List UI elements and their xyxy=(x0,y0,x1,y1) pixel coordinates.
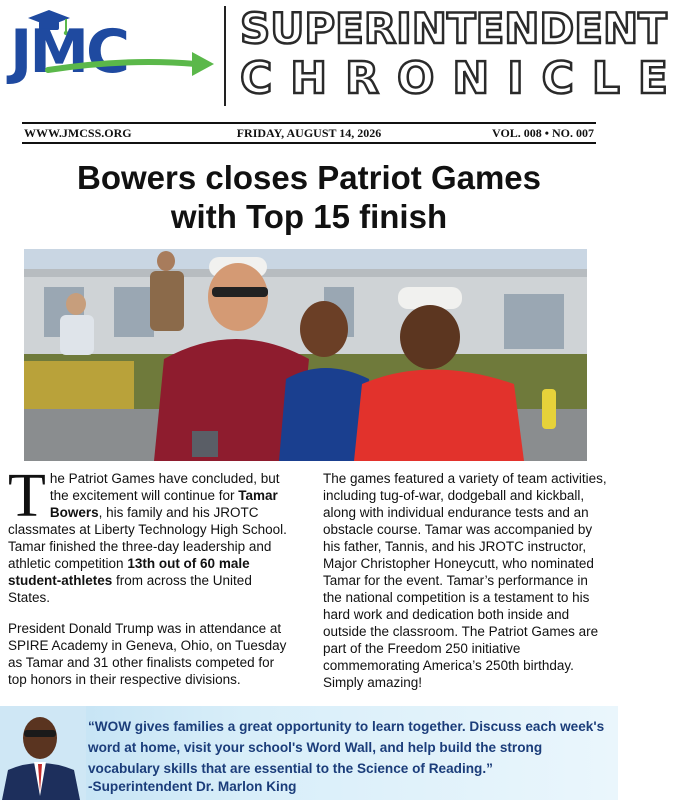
quote-text: “WOW gives families a great opportunity to learn together. Discuss each week's word at home, visit your school's Word Wall, and help build the strong vocabulary skills that are essential to the Science of Reading.” xyxy=(88,719,605,776)
paragraph-1-text-a: he Patriot Games have concluded, but the excitement will continue for xyxy=(49,471,280,503)
headline-line1: Bowers closes Patriot Games xyxy=(76,159,542,196)
paragraph-2: President Donald Trump was in attendance at SPIRE Academy in Geneva, Ohio, on Tuesday as Tamar and 31 other finalists competed for top honors in their respective divisions. xyxy=(8,621,287,687)
website-link[interactable]: WWW.JMCSS.ORG xyxy=(24,126,132,140)
photo-illustration xyxy=(24,249,587,461)
paragraph-3: The games featured a variety of team activities, including tug-of-war, dodgeball and kickball, along with individual endurance tests and an obstacle course. Tamar was accompanied by his father, Tannis, and his JROTC instructor, Major Christopher Honeycutt, who nominated Tamar for the event. Tamar’s performance in the national competition is a testament to his hard work and dedication both inside and outside the classroom. The Patriot Games are part of the Freedom 250 initiative commemorating America’s 250th birthday. Simply amazing! xyxy=(323,471,607,690)
arrow-icon xyxy=(46,50,216,80)
paragraph-1-text-c: , his family and his JROTC classmates at Liberty Technology High School. Tamar finished the three-day leadership and athletic competition xyxy=(8,505,287,571)
infobar xyxy=(22,124,596,142)
jmc-logo xyxy=(6,6,211,104)
masthead-title-line2: CHRONICLE xyxy=(240,53,686,104)
article-headline xyxy=(20,158,598,236)
article-column-left xyxy=(8,462,290,702)
paragraph-1-name: Tamar Bowers xyxy=(49,488,278,520)
paragraph-1-text-e: from across the United States. xyxy=(8,573,252,605)
paragraph-1 xyxy=(8,462,290,606)
article-column-right xyxy=(323,470,609,705)
masthead xyxy=(0,0,686,112)
quote-attribution: -Superintendent Dr. Marlon King xyxy=(88,779,297,794)
superintendent-portrait xyxy=(0,706,86,800)
drop-cap: T xyxy=(8,462,46,530)
masthead-title-line1: SUPERINTENDENT xyxy=(240,4,667,53)
headline-line2: with Top 15 finish xyxy=(170,198,448,235)
issue-volume: VOL. 008 • NO. 007 xyxy=(492,126,594,140)
masthead-divider xyxy=(224,6,226,106)
logo-text: JMC xyxy=(10,17,128,87)
article-photo xyxy=(24,249,587,461)
issue-date: FRIDAY, AUGUST 14, 2026 xyxy=(236,126,382,140)
infobar-rule-bottom xyxy=(22,142,596,144)
paragraph-1-result: 13th out of 60 male student-athletes xyxy=(8,556,250,588)
